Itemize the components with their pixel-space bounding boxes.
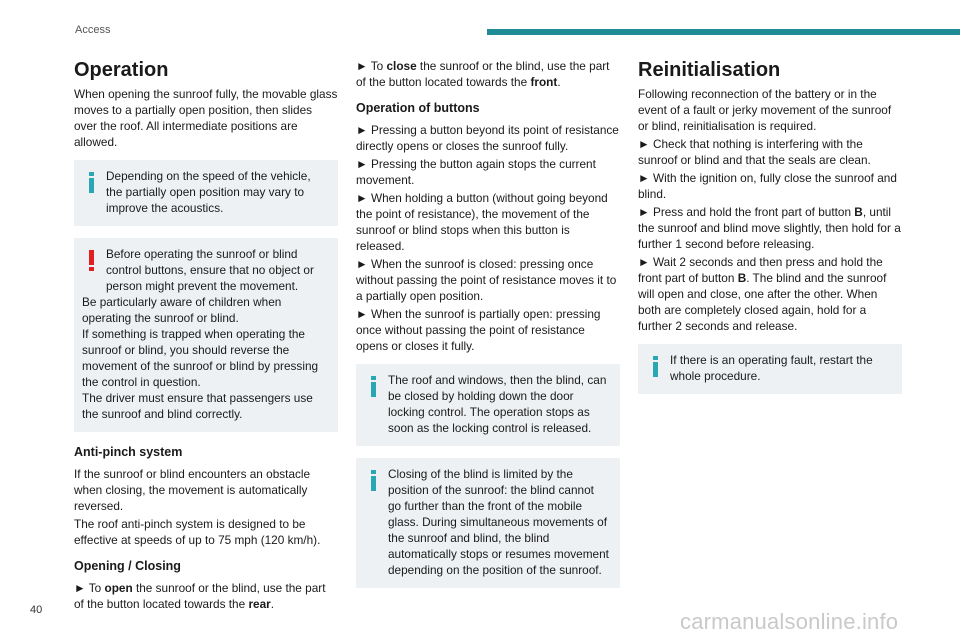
info-text: Depending on the speed of the vehicle, the partially open position may vary to improve the acoustics. <box>106 169 311 215</box>
info-box-blind-limit <box>356 458 620 588</box>
warning-line-2: Be particularly aware of children when operating the sunroof or blind. <box>82 295 282 325</box>
warning-line-4: The driver must ensure that passengers use the sunroof and blind correctly. <box>82 391 313 421</box>
reinit-step-1: ► Check that nothing is interfering with the sunroof or blind and that the seals are clean. <box>638 137 871 167</box>
operation-intro: When opening the sunroof fully, the movable glass moves to a partially open position, then slides over the roof. All intermediate positions are allowed. <box>74 87 338 149</box>
button-step-3: ► When holding a button (without going beyond the point of resistance), the movement of the sunroof or blind stops when this button is released. <box>356 191 608 253</box>
reinit-title: Reinitialisation <box>638 59 781 81</box>
section-label: Access <box>75 24 111 36</box>
antipinch-text-2: The roof anti-pinch system is designed to be effective at speeds of up to 75 mph (120 km/h). <box>74 517 321 547</box>
column-2 <box>356 52 620 600</box>
info-box-restart <box>638 344 902 394</box>
reinit-step-4: ► Wait 2 seconds and then press and hold the front part of button B. The blind and the sunroof will open and close, one after the other. When both are completely closed again, hold for a further 2 seconds and release. <box>638 255 887 333</box>
button-step-4: ► When the sunroof is closed: pressing once without passing the point of resistance moves it to a partially open position. <box>356 257 617 303</box>
info-text: If there is an operating fault, restart the whole procedure. <box>670 353 873 383</box>
info-icon <box>368 470 380 492</box>
info-text: Closing of the blind is limited by the position of the sunroof: the blind cannot go further than the front of the mobile glass. During simultaneous movements of the sunroof and blind, the blind automatically stops or resumes movement depending on the position of the sunroof. <box>388 467 609 577</box>
reinit-step-2: ► With the ignition on, fully close the sunroof and blind. <box>638 171 897 201</box>
info-box-door-locking <box>356 364 620 446</box>
warning-box <box>74 238 338 432</box>
info-box-speed <box>74 160 338 226</box>
button-step-5: ► When the sunroof is partially open: pressing once without passing the point of resistance opens or closes it fully. <box>356 307 601 353</box>
button-step-2: ► Pressing the button again stops the current movement. <box>356 157 596 187</box>
watermark: carmanualsonline.info <box>680 609 899 634</box>
warning-line-3: If something is trapped when operating the sunroof or blind, you should reverse the movement of the sunroof or blind by pressing the control in question. <box>82 327 319 389</box>
info-text: The roof and windows, then the blind, can be closed by holding down the door locking control. The operation stops as soon as the locking control is released. <box>388 373 607 435</box>
buttons-heading: Operation of buttons <box>356 101 480 115</box>
reinit-step-3: ► Press and hold the front part of button B, until the sunroof and blind move slightly, then hold for a further 1 second before releasing. <box>638 205 901 251</box>
button-step-1: ► Pressing a button beyond its point of resistance directly opens or closes the sunroof fully. <box>356 123 619 153</box>
column-3 <box>638 52 902 406</box>
closing-step: ► To close the sunroof or the blind, use the part of the button located towards the front. <box>356 59 610 89</box>
reinit-intro: Following reconnection of the battery or in the event of a fault or jerky movement of the sunroof or blind, reinitialisation is required. <box>638 87 892 133</box>
page-number: 40 <box>30 604 43 616</box>
opening-step: ► To open the sunroof or the blind, use the part of the button located towards the rear. <box>74 581 326 611</box>
info-icon <box>86 172 98 194</box>
operation-title: Operation <box>74 59 169 81</box>
column-1 <box>74 52 338 614</box>
warning-line-1: Before operating the sunroof or blind control buttons, ensure that no object or person might prevent the movement. <box>106 247 314 293</box>
opening-heading: Opening / Closing <box>74 559 181 573</box>
antipinch-text-1: If the sunroof or blind encounters an obstacle when closing, the movement is automatically reversed. <box>74 467 311 513</box>
warning-icon <box>86 250 98 272</box>
header-rule <box>487 29 960 35</box>
info-icon <box>368 376 380 398</box>
antipinch-heading: Anti-pinch system <box>74 445 183 459</box>
info-icon <box>650 356 662 378</box>
